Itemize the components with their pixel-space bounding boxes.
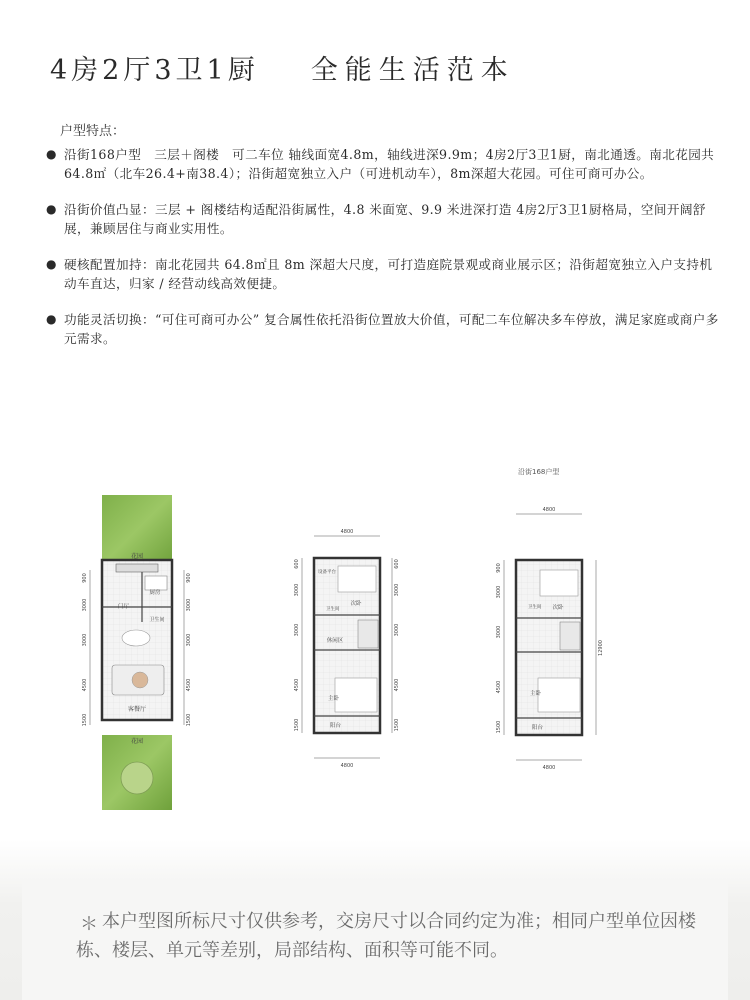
floor-plan-1	[82, 495, 192, 810]
room-label-bath: 卫生间	[149, 617, 165, 623]
bullet-icon: ●	[46, 257, 57, 271]
dim-label: 4500	[294, 678, 300, 692]
dim-label: 4800	[542, 507, 556, 513]
dim-label: 3000	[186, 633, 192, 647]
bed-icon	[538, 678, 580, 712]
feature-item	[42, 145, 722, 183]
dim-label: 600	[294, 559, 300, 569]
bed-icon	[540, 570, 578, 596]
asterisk-icon: ＊	[80, 914, 98, 935]
room-label-foyer: 门厅	[118, 604, 130, 610]
dim-label: 4500	[394, 678, 400, 692]
dim-label: 1500	[496, 720, 502, 734]
room-label-master: 主卧	[530, 691, 542, 697]
title-layout: 4房2厅3卫1厨	[50, 55, 259, 86]
feature-text: 功能灵活切换：“可住可商可办公” 复合属性依托沿街位置放大价值，可配二车位解决多车停放，满足家庭或商户多元需求。	[64, 312, 719, 346]
bed-icon	[335, 678, 377, 712]
bullet-icon: ●	[46, 312, 57, 326]
floor-plan-3	[496, 507, 604, 771]
dim-label: 4500	[82, 678, 88, 692]
dining-table-icon	[122, 630, 150, 646]
feature-item	[42, 255, 722, 293]
patio-table-icon	[121, 762, 153, 794]
dim-label: 600	[394, 559, 400, 569]
dim-label: 4500	[496, 680, 502, 694]
stair-icon	[358, 620, 378, 648]
coffee-table-icon	[132, 672, 148, 688]
room-label-balcony: 阳台	[330, 723, 342, 729]
room-label-balcony: 阳台	[532, 725, 544, 731]
dim-label: 3000	[496, 585, 502, 599]
feature-text: 硬核配置加持：南北花园共 64.8㎡且 8m 深超大尺度，可打造庭院景观或商业展示区；沿街超宽独立入户支持机动车直达，归家 / 经营动线高效便捷。	[64, 257, 713, 291]
disclaimer-body: 本户型图所标尺寸仅供参考，交房尺寸以合同约定为准；相同户型单位因楼栋、楼层、单元等差别，局部结构、面积等可能不同。	[76, 911, 696, 961]
dim-label: 3000	[294, 623, 300, 637]
feature-text: 沿街168户型 三层＋阁楼 可二车位 轴线面宽4.8m，轴线进深9.9m；4房2厅3卫1厨，南北通透。南北花园共64.8㎡（北车26.4+南38.4）；沿街超宽独立入户（可进机动车），8m深超大花园。可住可商可办公。	[64, 147, 715, 181]
feature-text: 沿街价值凸显：三层 + 阁楼结构适配沿街属性，4.8 米面宽、9.9 米进深打造 4房2厅3卫1厨格局，空间开阔舒展，兼顾居住与商业实用性。	[64, 202, 706, 236]
room-label-living: 客餐厅	[127, 706, 147, 713]
room-label-bath: 卫生间	[326, 607, 340, 612]
dim-label: 3000	[186, 598, 192, 612]
dim-label: 3000	[82, 598, 88, 612]
dim-label: 4800	[542, 765, 556, 771]
kitchen-counter-icon	[145, 576, 167, 590]
disclaimer-text	[76, 907, 696, 965]
room-label-bath: 卫生间	[528, 605, 542, 610]
features-heading: 户型特点：	[60, 124, 126, 139]
room-label-lounge: 休闲区	[326, 638, 344, 644]
dim-label: 4800	[340, 763, 354, 769]
room-label-kitchen: 厨房	[149, 590, 161, 596]
features-list	[42, 145, 722, 365]
dim-label: 900	[186, 573, 192, 583]
dim-label: 1500	[294, 718, 300, 732]
room-label-master: 主卧	[328, 696, 340, 702]
feature-item	[42, 200, 722, 238]
room-label-garden-north: 花园	[130, 553, 144, 560]
title-slogan: 全能生活范本	[310, 55, 515, 86]
dim-label: 1500	[394, 718, 400, 732]
dim-label: 3000	[82, 633, 88, 647]
dim-label: 900	[82, 573, 88, 583]
stair-icon	[560, 622, 580, 650]
dim-label: 900	[496, 563, 502, 573]
room-label-equip: 设备平台	[318, 570, 336, 575]
floor-plan-2	[294, 529, 400, 769]
dim-label: 12900	[598, 640, 604, 656]
room-label-bedroom2: 次卧	[350, 601, 362, 607]
stair-icon	[116, 564, 158, 572]
dim-label: 3000	[496, 625, 502, 639]
page-title	[50, 48, 515, 87]
room-label-bedroom2: 次卧	[552, 605, 564, 611]
floor-plan-caption: 沿街168户型	[518, 468, 560, 476]
dim-label: 3000	[394, 583, 400, 597]
bed-icon	[338, 566, 376, 592]
feature-item	[42, 310, 722, 348]
dim-label: 3000	[394, 623, 400, 637]
bullet-icon: ●	[46, 202, 57, 216]
bullet-icon: ●	[46, 147, 57, 161]
dim-label: 1500	[82, 713, 88, 727]
dim-label: 4800	[340, 529, 354, 535]
dim-label: 4500	[186, 678, 192, 692]
floor-plans	[60, 480, 620, 820]
dim-label: 3000	[294, 583, 300, 597]
room-label-garden-south: 花园	[130, 738, 144, 745]
dim-label: 1500	[186, 713, 192, 727]
